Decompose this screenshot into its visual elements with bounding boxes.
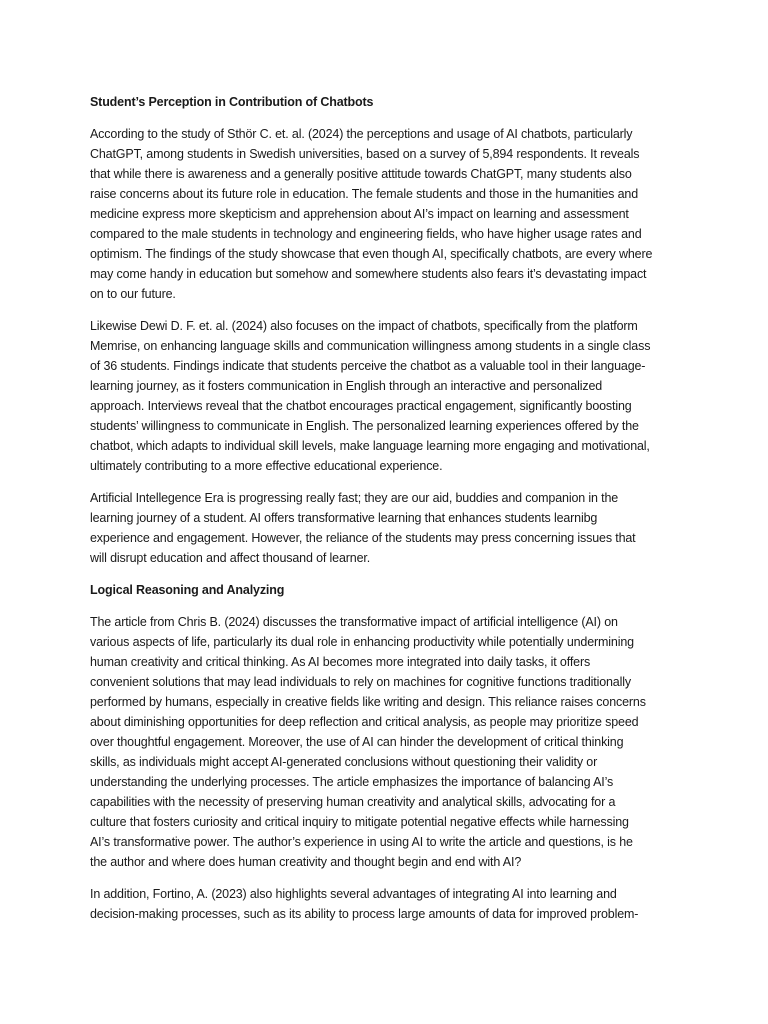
text-line: that while there is awareness and a generally positive attitude towards ChatGPT, many students also — [90, 167, 632, 181]
text-line: decision-making processes, such as its ability to process large amounts of data for improved problem- — [90, 907, 639, 921]
text-line: capabilities with the necessity of preserving human creativity and analytical skills, advocating for a — [90, 795, 616, 809]
text-line: about diminishing opportunities for deep reflection and critical analysis, as people may prioritize speed — [90, 715, 639, 729]
text-line: students’ willingness to communicate in English. The personalized learning experiences offered by the — [90, 419, 639, 433]
document-body — [90, 92, 680, 924]
text-line: learning journey of a student. AI offers transformative learning that enhances students learnibg — [90, 511, 598, 525]
text-line: optimism. The findings of the study showcase that even though AI, specifically chatbots, are every where — [90, 247, 653, 261]
paragraph-fortino — [90, 884, 680, 924]
text-line: AI’s transformative power. The author’s experience in using AI to write the article and questions, is he — [90, 835, 633, 849]
paragraph-chris-article — [90, 612, 680, 872]
text-line: raise concerns about its future role in education. The female students and those in the humanities and — [90, 187, 639, 201]
text-line: approach. Interviews reveal that the chatbot encourages practical engagement, significantly boosting — [90, 399, 632, 413]
text-line: culture that fosters curiosity and critical inquiry to mitigate potential negative effects while harnessing — [90, 815, 629, 829]
text-line: learning journey, as it fosters communication in English through an interactive and personalized — [90, 379, 603, 393]
text-line: medicine express more skepticism and apprehension about AI’s impact on learning and assessment — [90, 207, 629, 221]
text-line: may come handy in education but somehow and somewhere students also fears it’s devastating impact — [90, 267, 647, 281]
text-line: Artificial Intellegence Era is progressing really fast; they are our aid, buddies and companion in the — [90, 491, 619, 505]
paragraph-sthor-study — [90, 124, 680, 304]
text-line: will disrupt education and affect thousand of learner. — [90, 551, 371, 565]
text-line: understanding the underlying processes. The article emphasizes the importance of balancing AI’s — [90, 775, 614, 789]
text-line: Memrise, on enhancing language skills and communication willingness among students in a single class — [90, 339, 651, 353]
text-line: the author and where does human creativity and thought begin and end with AI? — [90, 855, 522, 869]
text-line: In addition, Fortino, A. (2023) also highlights several advantages of integrating AI into learning and — [90, 887, 617, 901]
text-line: performed by humans, especially in creative fields like writing and design. This reliance raises concerns — [90, 695, 646, 709]
text-line: ultimately contributing to a more effective educational experience. — [90, 459, 443, 473]
text-line: According to the study of Sthör C. et. al. (2024) the perceptions and usage of AI chatbots, particularly — [90, 127, 633, 141]
text-line: human creativity and critical thinking. As AI becomes more integrated into daily tasks, it offers — [90, 655, 591, 669]
paragraph-ai-era — [90, 488, 680, 568]
text-line: skills, as individuals might accept AI-generated conclusions without questioning their validity or — [90, 755, 598, 769]
text-line: over thoughtful engagement. Moreover, the use of AI can hinder the development of critical thinking — [90, 735, 624, 749]
text-line: on to our future. — [90, 287, 176, 301]
text-line: convenient solutions that may lead individuals to rely on machines for cognitive functions traditionally — [90, 675, 631, 689]
text-line: various aspects of life, particularly its dual role in enhancing productivity while potentially undermining — [90, 635, 634, 649]
text-line: chatbot, which adapts to individual skill levels, make language learning more engaging and motivational, — [90, 439, 650, 453]
text-line: compared to the male students in technology and engineering fields, who have higher usage rates and — [90, 227, 642, 241]
section-heading-logical-reasoning: Logical Reasoning and Analyzing — [90, 583, 285, 597]
text-line: Likewise Dewi D. F. et. al. (2024) also focuses on the impact of chatbots, specifically from the platform — [90, 319, 638, 333]
paragraph-dewi-study — [90, 316, 680, 476]
text-line: The article from Chris B. (2024) discusses the transformative impact of artificial intelligence (AI) on — [90, 615, 618, 629]
text-line: of 36 students. Findings indicate that students perceive the chatbot as a valuable tool in their language- — [90, 359, 646, 373]
text-line: ChatGPT, among students in Swedish universities, based on a survey of 5,894 respondents. It reveals — [90, 147, 640, 161]
section-heading-chatbots: Student’s Perception in Contribution of Chatbots — [90, 95, 374, 109]
text-line: experience and engagement. However, the reliance of the students may press concerning issues that — [90, 531, 636, 545]
